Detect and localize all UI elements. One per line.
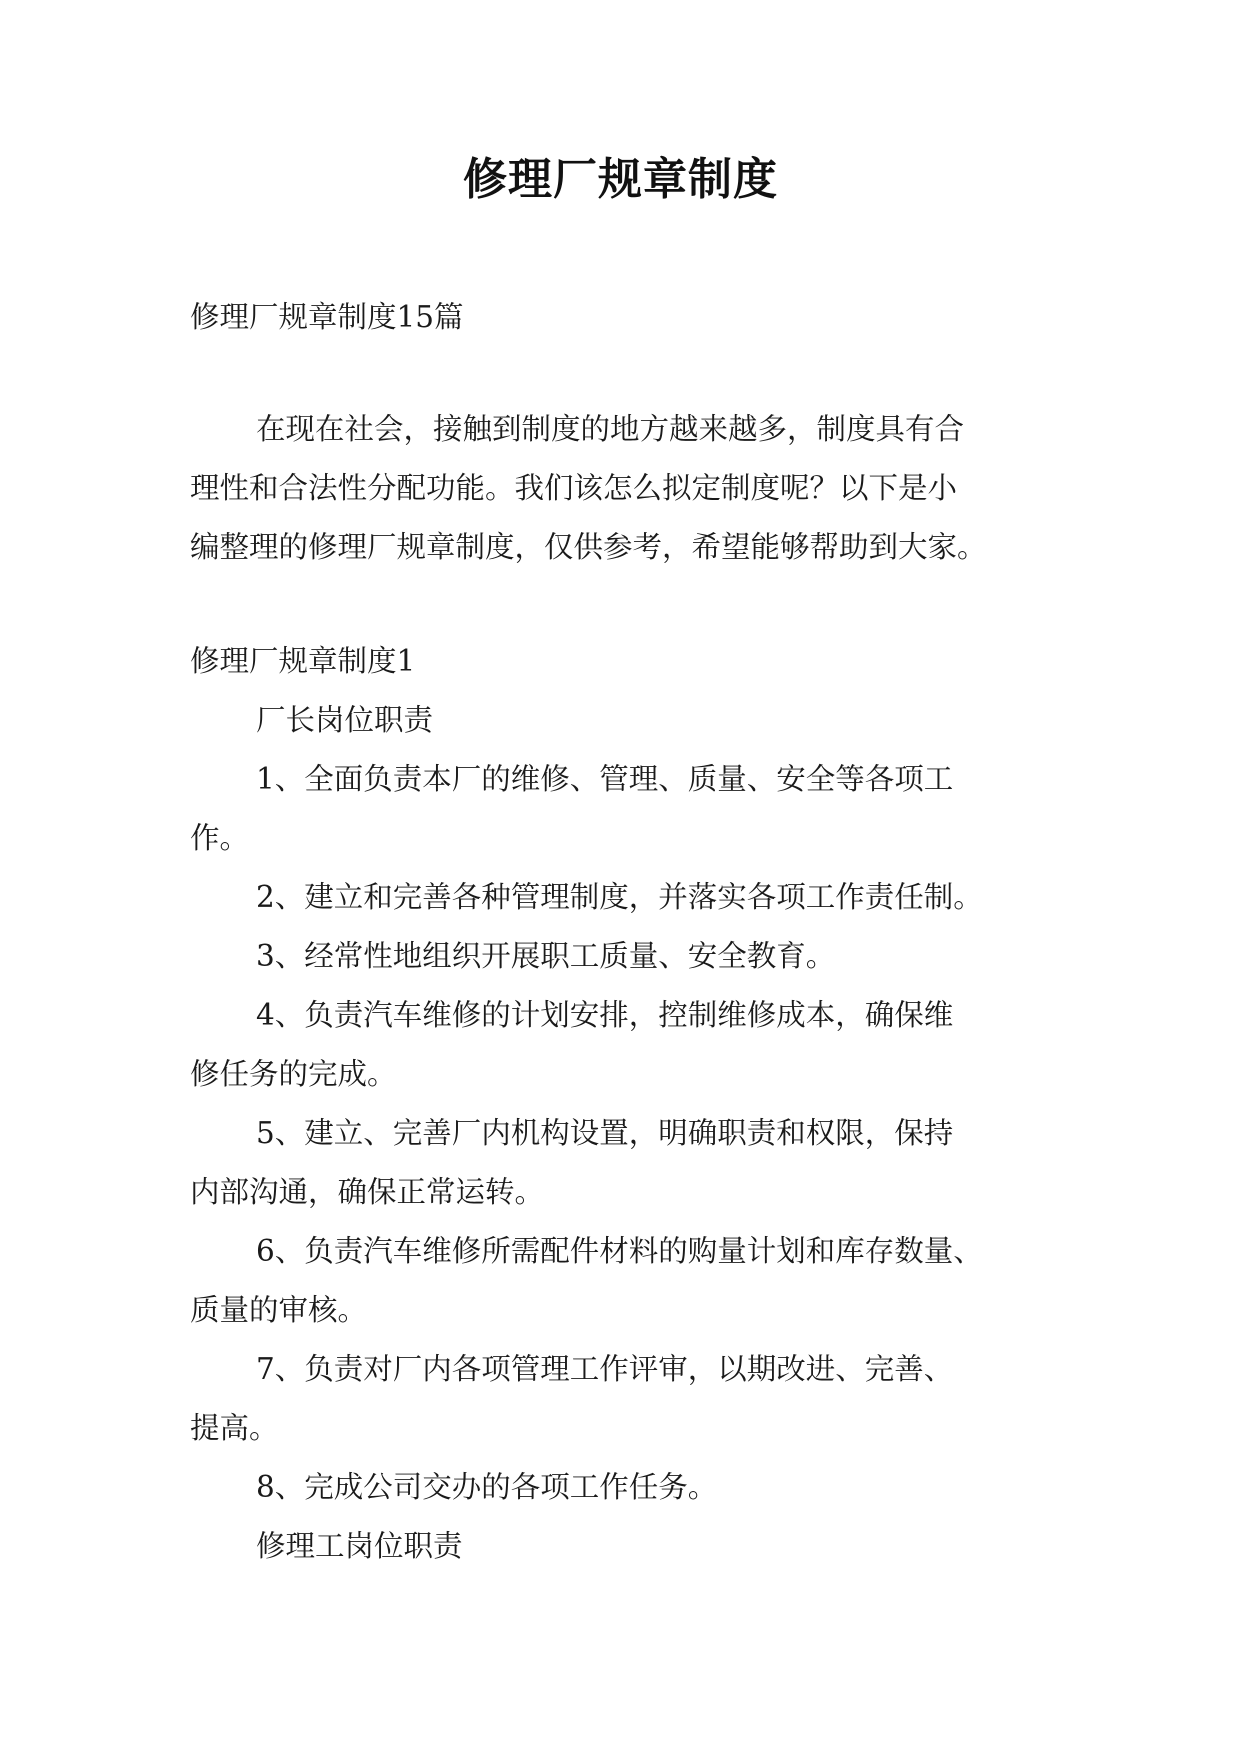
duty-item-8-line-1: 8、完成公司交办的各项工作任务。 xyxy=(256,1470,718,1504)
duty-item-6-line-1: 6、负责汽车维修所需配件材料的购量计划和库存数量、 xyxy=(256,1234,983,1268)
section-heading: 修理厂规章制度1 xyxy=(190,644,416,678)
duty-item-7-line-2: 提高。 xyxy=(190,1411,279,1445)
document-body xyxy=(190,288,1050,1576)
document-title: 修理厂规章制度 xyxy=(463,154,778,205)
duty-item-4-line-1: 4、负责汽车维修的计划安排，控制维修成本，确保维 xyxy=(256,998,954,1032)
duty-item-1-line-2: 作。 xyxy=(190,821,250,855)
duty-item-6-line-2: 质量的审核。 xyxy=(190,1293,368,1327)
duty-item-7-line-1: 7、负责对厂内各项管理工作评审，以期改进、完善、 xyxy=(256,1352,954,1386)
duty-item-1-line-1: 1、全面负责本厂的维修、管理、质量、安全等各项工 xyxy=(256,762,954,796)
duty-item-2-line-1: 2、建立和完善各种管理制度，并落实各项工作责任制。 xyxy=(256,880,983,914)
duty-item-5-line-2: 内部沟通，确保正常运转。 xyxy=(190,1175,545,1209)
duty-item-4-line-2: 修任务的完成。 xyxy=(190,1057,397,1091)
document-subtitle: 修理厂规章制度15篇 xyxy=(190,300,464,334)
intro-line-3: 编整理的修理厂规章制度，仅供参考，希望能够帮助到大家。 xyxy=(190,530,987,564)
duty-item-5-line-1: 5、建立、完善厂内机构设置，明确职责和权限，保持 xyxy=(256,1116,954,1150)
duty-item-3-line-1: 3、经常性地组织开展职工质量、安全教育。 xyxy=(256,939,836,973)
role-heading-mechanic: 修理工岗位职责 xyxy=(256,1529,463,1563)
intro-line-1: 在现在社会，接触到制度的地方越来越多，制度具有合 xyxy=(256,412,965,446)
role-heading-director: 厂长岗位职责 xyxy=(256,703,434,737)
intro-line-2: 理性和合法性分配功能。我们该怎么拟定制度呢？以下是小 xyxy=(190,471,958,505)
